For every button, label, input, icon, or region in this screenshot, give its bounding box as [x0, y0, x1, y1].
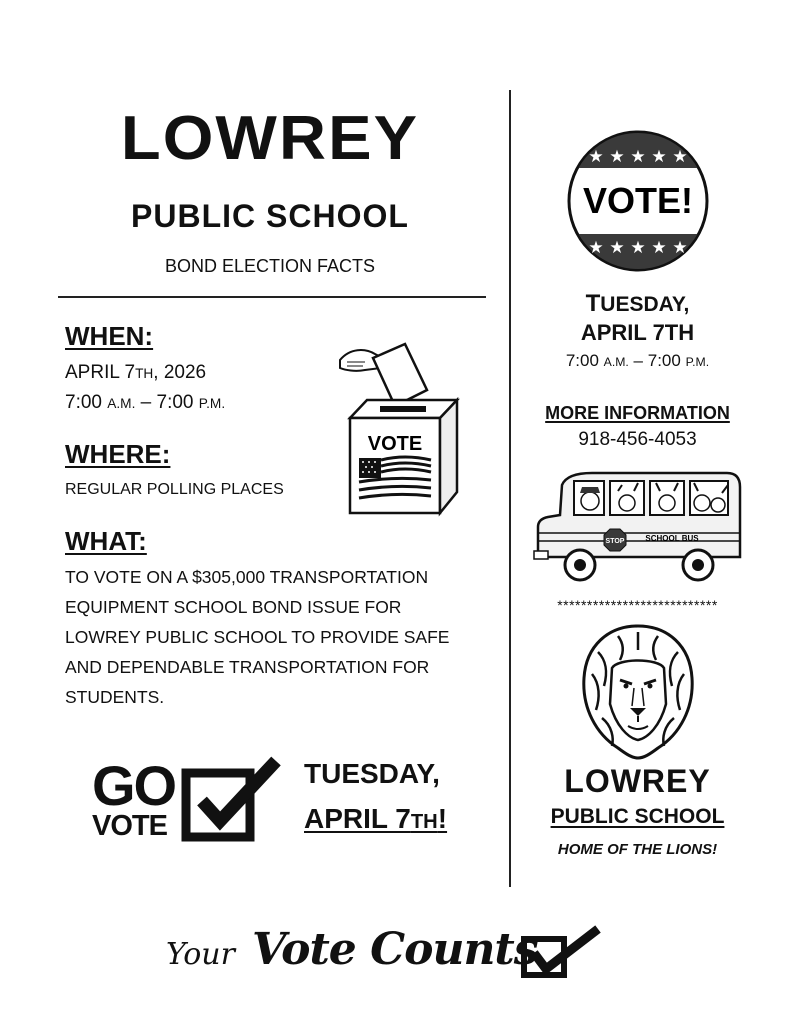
what-line: AND DEPENDABLE TRANSPORTATION FOR — [65, 657, 430, 678]
when-time-end: 7:00 — [156, 392, 194, 413]
svg-text:★: ★ — [651, 147, 667, 167]
sidebar-time — [520, 352, 755, 369]
when-date-main: APRIL 7 — [65, 362, 136, 383]
svg-text:★: ★ — [672, 238, 688, 258]
bus-stop-sign: STOP — [605, 538, 625, 545]
when-date — [65, 360, 206, 387]
sidebar-date: APRIL 7TH — [580, 320, 695, 345]
go-vote-date-main: APRIL 7 — [304, 803, 411, 834]
sidebar-school-sub: PUBLIC SCHOOL — [550, 805, 725, 828]
sidebar-pm: P.M. — [685, 355, 710, 369]
bus-label: SCHOOL BUS — [645, 534, 699, 543]
when-am: A.M. — [107, 396, 136, 411]
sidebar-time-start: 7:00 — [565, 351, 599, 370]
ballot-box-label: VOTE — [367, 433, 423, 455]
sidebar-day-initial: T — [585, 290, 601, 317]
svg-text:★: ★ — [588, 238, 604, 258]
when-label: WHEN: — [65, 321, 154, 351]
go-vote-vote: VOTE — [92, 810, 167, 842]
svg-text:★: ★ — [609, 238, 625, 258]
sidebar-dash: – — [633, 351, 644, 370]
where-label: WHERE: — [65, 439, 171, 469]
star-separator: *************************** — [557, 597, 718, 613]
school-subtitle: PUBLIC SCHOOL — [131, 198, 409, 234]
go-vote-go: GO — [92, 754, 176, 817]
more-info-heading: MORE INFORMATION — [545, 403, 730, 423]
flyer-heading: BOND ELECTION FACTS — [164, 256, 376, 276]
what-line: LOWREY PUBLIC SCHOOL TO PROVIDE SAFE — [65, 627, 450, 648]
checkbox-check-icon — [180, 755, 285, 845]
sidebar-day — [520, 292, 755, 316]
footer-check-icon — [520, 925, 602, 980]
school-bus-illustration — [532, 465, 744, 590]
ballot-box-illustration — [335, 340, 465, 520]
phone-number: 918-456-4053 — [578, 429, 697, 450]
sidebar-school-name: LOWREY — [564, 763, 711, 799]
when-date-suffix: TH — [135, 366, 154, 381]
when-time — [65, 390, 225, 417]
school-motto: HOME OF THE LIONS! — [557, 841, 718, 858]
what-line: EQUIPMENT SCHOOL BOND ISSUE FOR — [65, 597, 402, 618]
lion-mascot-icon — [578, 622, 698, 760]
svg-text:★: ★ — [672, 147, 688, 167]
section-divider — [58, 296, 486, 298]
when-time-start: 7:00 — [65, 392, 102, 413]
when-pm: P.M. — [198, 396, 226, 411]
svg-text:★: ★ — [630, 147, 646, 167]
when-dash: – — [140, 392, 152, 413]
sidebar-am: A.M. — [603, 355, 629, 369]
vote-badge-text: VOTE! — [582, 180, 694, 221]
go-vote-day: TUESDAY, — [304, 758, 440, 789]
svg-text:★: ★ — [609, 147, 625, 167]
what-line: STUDENTS. — [65, 687, 165, 708]
sidebar-day-rest: UESDAY, — [600, 293, 690, 316]
what-label: WHAT: — [65, 526, 147, 556]
vote-badge-icon — [567, 130, 709, 272]
go-vote-date-suffix: TH — [410, 811, 438, 833]
what-line: TO VOTE ON A $305,000 TRANSPORTATION — [65, 567, 429, 587]
svg-text:★: ★ — [651, 238, 667, 258]
svg-text:★: ★ — [630, 238, 646, 258]
when-date-year: , 2026 — [153, 362, 207, 383]
go-vote-date — [304, 805, 447, 833]
svg-text:★: ★ — [588, 147, 604, 167]
footer-vote-counts: Vote Counts — [252, 924, 538, 975]
where-text: REGULAR POLLING PLACES — [65, 481, 284, 498]
what-text — [65, 562, 485, 712]
sidebar-time-end: 7:00 — [647, 351, 681, 370]
column-divider — [509, 90, 511, 887]
go-vote-bang: ! — [437, 803, 448, 834]
school-title: LOWREY — [120, 104, 420, 173]
footer-your: Your — [166, 937, 235, 972]
